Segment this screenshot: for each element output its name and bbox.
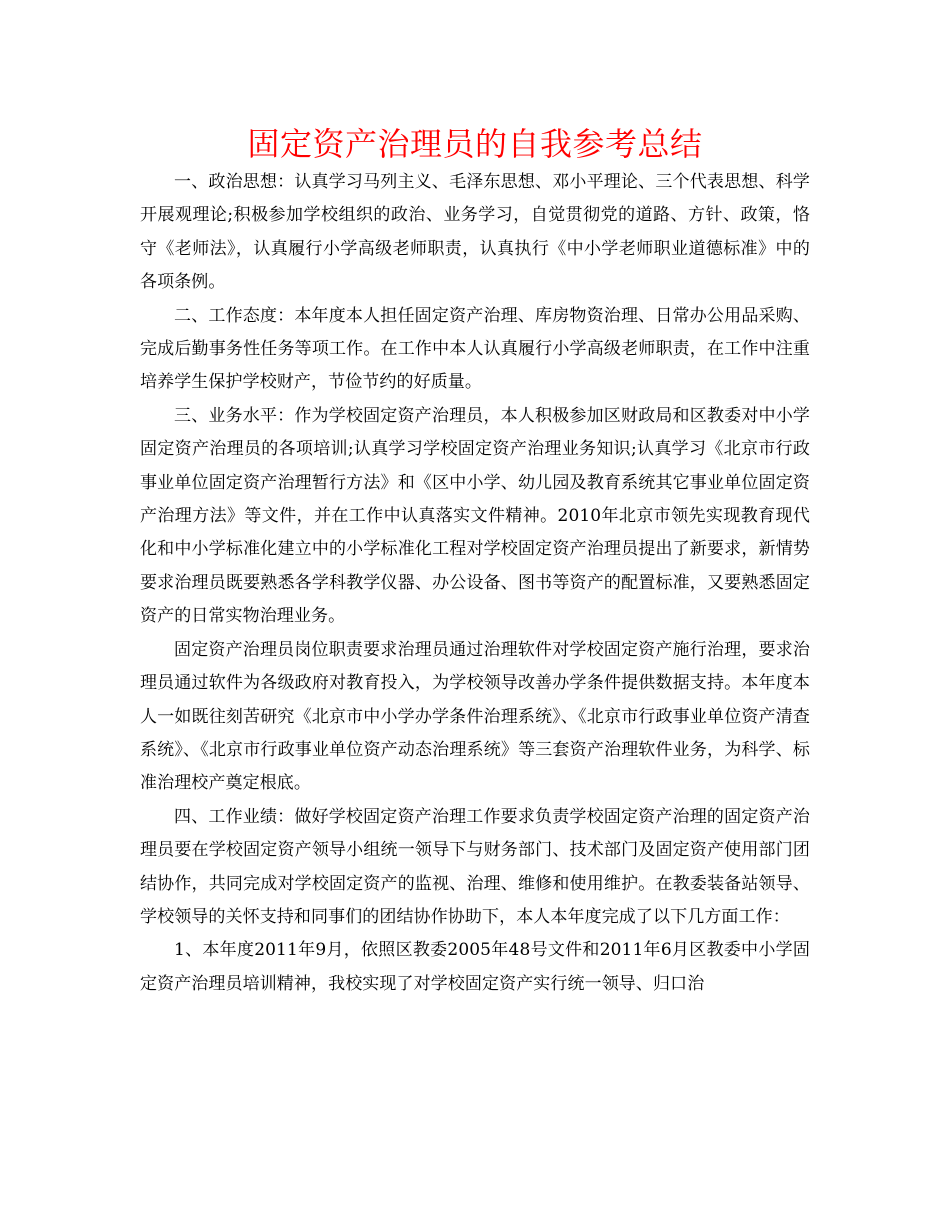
paragraph-job-responsibilities: 固定资产治理员岗位职责要求治理员通过治理软件对学校固定资产施行治理，要求治理员通过软件为各级政府对教育投入，为学校领导改善办学条件提供数据支持。本年度本人一如既往刻苦研究《北京市中小学办学条件治理系统》、《北京市行政事业单位资产清查系统》、《北京市行政事业单位资产动态治理系统》等三套资产治理软件业务，为科学、标准治理校产奠定根底。: [140, 639, 810, 794]
paragraph-item-1: 1、本年度2011年9月，依照区教委2005年48号文件和2011年6月区教委中小学固定资产治理员培训精神，我校实现了对学校固定资产实行统一领导、归口治: [140, 940, 810, 994]
paragraph-work-achievements: 四、工作业绩：做好学校固定资产治理工作要求负责学校固定资产治理的固定资产治理员要在学校固定资产领导小组统一领导下与财务部门、技术部门及固定资产使用部门团结协作，共同完成对学校固定资产的监视、治理、维修和使用维护。在教委装备站领导、学校领导的关怀支持和同事们的团结协作协助下，本人本年度完成了以下几方面工作：: [140, 806, 810, 927]
paragraph-political-thought: 一、政治思想：认真学习马列主义、毛泽东思想、邓小平理论、三个代表思想、科学开展观理论;积极参加学校组织的政治、业务学习，自觉贯彻党的道路、方针、政策，恪守《老师法》，认真履行小学高级老师职责，认真执行《中小学老师职业道德标准》中的各项条例。: [140, 172, 810, 293]
paragraph-professional-level: 三、业务水平：作为学校固定资产治理员，本人积极参加区财政局和区教委对中小学固定资产治理员的各项培训;认真学习学校固定资产治理业务知识;认真学习《北京市行政事业单位固定资产治理暂行方法》和《区中小学、幼儿园及教育系统其它事业单位固定资产治理方法》等文件，并在工作中认真落实文件精神。2010年北京市领先实现教育现代化和中小学标准化建立中的小学标准化工程对学校固定资产治理员提出了新要求，新情势要求治理员既要熟悉各学科教学仪器、办公设备、图书等资产的配置标准，又要熟悉固定资产的日常实物治理业务。: [140, 405, 810, 627]
document-body: [140, 166, 810, 1001]
document-title: 固定资产治理员的自我参考总结: [247, 125, 703, 163]
paragraph-work-attitude: 二、工作态度：本年度本人担任固定资产治理、库房物资治理、日常办公用品采购、完成后勤事务性任务等项工作。在工作中本人认真履行小学高级老师职责，在工作中注重培养学生保护学校财产，节俭节约的好质量。: [140, 305, 810, 393]
